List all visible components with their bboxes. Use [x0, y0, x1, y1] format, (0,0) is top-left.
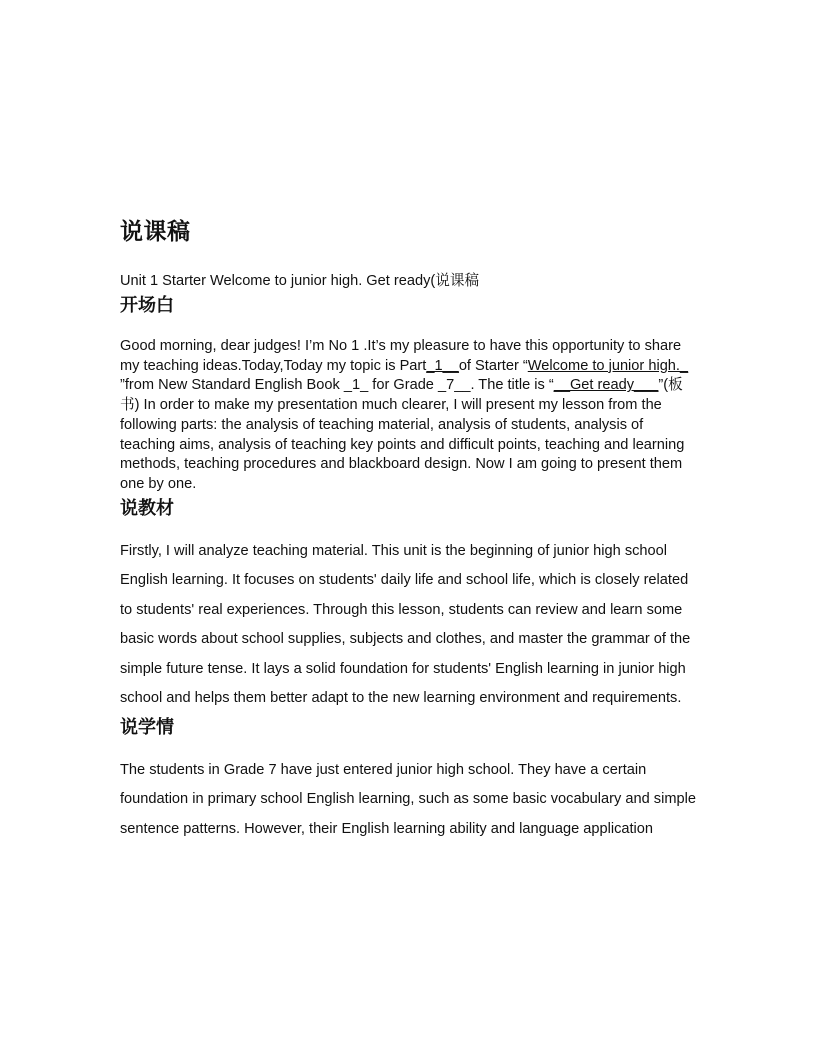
- lesson-topic-blank: __Get ready___: [553, 377, 659, 394]
- document-subtitle: Unit 1 Starter Welcome to junior high. Get ready(说课稿: [120, 273, 480, 289]
- opening-paragraph: [120, 337, 698, 495]
- opening-text-3: ”from New Standard English Book _1_ for Grade _7__. The title is “: [120, 377, 554, 394]
- students-heading: 说学情: [120, 716, 174, 738]
- opening-text-4: ”(板书) In order to make my presentation much clearer, I will present my lesson from the following parts: the analysis of teaching material, analysis of students, analysis of teaching aims, analysis of teaching key points and difficult points, teaching and learning methods, teaching procedures and blackboard design. Now I am going to present them one by one.: [120, 377, 685, 492]
- document-title: 说课稿: [120, 219, 191, 245]
- material-heading: 说教材: [120, 497, 174, 519]
- lesson-title-blank: Welcome to junior high._: [527, 357, 689, 374]
- material-paragraph: Firstly, I will analyze teaching material. This unit is the beginning of junior high school English learning. It focuses on students' daily life and school life, which is closely related to students' real experiences. Through this lesson, students can review and learn some basic words about school supplies, subjects and clothes, and master the grammar of the simple future tense. It lays a solid foundation for students' English learning in junior high school and helps them better adapt to the new learning environment and requirements.: [120, 542, 691, 707]
- part-number-blank: _1__: [426, 357, 459, 374]
- students-paragraph: The students in Grade 7 have just entered junior high school. They have a certain foundation in primary school English learning, such as some basic vocabulary and simple sentence patterns. However, their English learning ability and language application: [120, 761, 696, 837]
- opening-text-2: of Starter “: [458, 357, 528, 374]
- document-body: [120, 214, 698, 844]
- opening-heading: 开场白: [120, 295, 174, 316]
- opening-text-1: Good morning, dear judges! I’m No 1 .It’s my pleasure to have this opportunity to share my teaching ideas.Today,Today my topic is Part: [120, 338, 682, 374]
